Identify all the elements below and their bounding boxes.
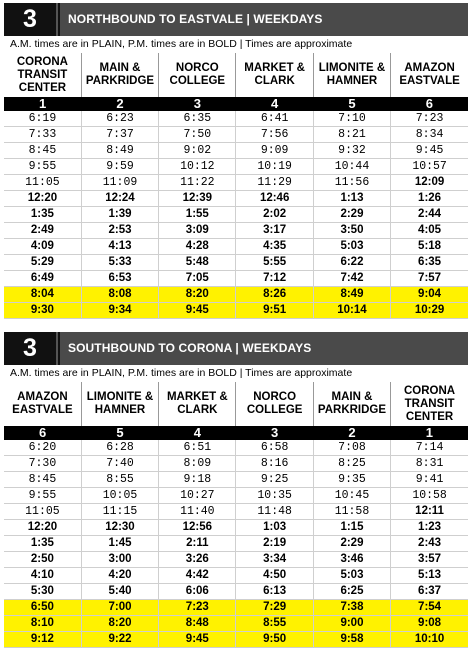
time-row (4, 440, 468, 456)
time-cell: 3:09 (159, 223, 236, 239)
time-cell: 3:57 (391, 552, 468, 568)
time-cell: 9:09 (236, 143, 313, 159)
time-cell: 2:02 (236, 207, 313, 223)
time-cell: 8:45 (4, 143, 81, 159)
stop-number: 6 (391, 97, 468, 111)
time-cell: 9:50 (236, 632, 313, 648)
time-cell: 5:55 (236, 255, 313, 271)
time-row (4, 303, 468, 319)
time-cell: 5:03 (313, 568, 390, 584)
time-cell: 7:10 (313, 111, 390, 127)
time-cell: 7:00 (81, 600, 158, 616)
stop-number: 2 (313, 426, 390, 440)
stop-name: CORONA TRANSIT CENTER (4, 53, 81, 97)
time-cell: 9:18 (159, 472, 236, 488)
time-cell: 10:10 (391, 632, 468, 648)
time-cell: 6:25 (313, 584, 390, 600)
time-cell: 5:30 (4, 584, 81, 600)
time-cell: 8:16 (236, 456, 313, 472)
time-cell: 10:14 (313, 303, 390, 319)
time-cell: 9:32 (313, 143, 390, 159)
time-cell: 4:10 (4, 568, 81, 584)
time-cell: 11:05 (4, 504, 81, 520)
time-cell: 11:40 (159, 504, 236, 520)
time-cell: 7:23 (391, 111, 468, 127)
time-cell: 6:51 (159, 440, 236, 456)
time-cell: 3:26 (159, 552, 236, 568)
time-cell: 5:40 (81, 584, 158, 600)
southbound-timetable (4, 382, 468, 648)
time-cell: 8:45 (4, 472, 81, 488)
time-cell: 11:05 (4, 175, 81, 191)
stop-number: 4 (236, 97, 313, 111)
time-row (4, 536, 468, 552)
time-cell: 7:54 (391, 600, 468, 616)
time-cell: 2:50 (4, 552, 81, 568)
stop-number: 3 (236, 426, 313, 440)
time-row (4, 127, 468, 143)
time-cell: 1:03 (236, 520, 313, 536)
time-cell: 9:55 (4, 488, 81, 504)
time-cell: 9:12 (4, 632, 81, 648)
time-cell: 7:23 (159, 600, 236, 616)
stop-header-row (4, 53, 468, 97)
time-cell: 9:55 (4, 159, 81, 175)
time-cell: 9:00 (313, 616, 390, 632)
stop-name: CORONA TRANSIT CENTER (391, 382, 468, 426)
stop-name: MARKET & CLARK (159, 382, 236, 426)
route-number: 3 (4, 3, 58, 36)
time-row (4, 616, 468, 632)
time-cell: 5:13 (391, 568, 468, 584)
time-cell: 2:11 (159, 536, 236, 552)
time-cell: 9:22 (81, 632, 158, 648)
time-cell: 4:05 (391, 223, 468, 239)
time-cell: 7:50 (159, 127, 236, 143)
time-cell: 5:33 (81, 255, 158, 271)
stop-name: MARKET & CLARK (236, 53, 313, 97)
time-cell: 6:23 (81, 111, 158, 127)
time-cell: 6:06 (159, 584, 236, 600)
time-cell: 8:10 (4, 616, 81, 632)
time-cell: 7:37 (81, 127, 158, 143)
time-cell: 7:14 (391, 440, 468, 456)
time-cell: 6:28 (81, 440, 158, 456)
time-cell: 9:04 (391, 287, 468, 303)
stop-name: LIMONITE & HAMNER (313, 53, 390, 97)
time-row (4, 584, 468, 600)
time-row (4, 175, 468, 191)
time-cell: 1:23 (391, 520, 468, 536)
time-cell: 1:13 (313, 191, 390, 207)
time-cell: 2:19 (236, 536, 313, 552)
time-cell: 8:09 (159, 456, 236, 472)
time-row (4, 600, 468, 616)
time-cell: 8:49 (81, 143, 158, 159)
time-cell: 12:30 (81, 520, 158, 536)
time-cell: 9:45 (159, 632, 236, 648)
time-cell: 11:58 (313, 504, 390, 520)
time-cell: 7:56 (236, 127, 313, 143)
time-cell: 9:25 (236, 472, 313, 488)
time-cell: 7:12 (236, 271, 313, 287)
time-row (4, 207, 468, 223)
time-cell: 6:58 (236, 440, 313, 456)
time-cell: 9:08 (391, 616, 468, 632)
time-cell: 3:34 (236, 552, 313, 568)
northbound-times (4, 111, 468, 319)
time-cell: 11:48 (236, 504, 313, 520)
time-cell: 10:19 (236, 159, 313, 175)
time-row (4, 632, 468, 648)
stop-name: MAIN & PARKRIDGE (81, 53, 158, 97)
time-cell: 8:48 (159, 616, 236, 632)
time-row (4, 159, 468, 175)
stop-name: MAIN & PARKRIDGE (313, 382, 390, 426)
time-cell: 8:55 (81, 472, 158, 488)
time-cell: 10:45 (313, 488, 390, 504)
time-cell: 3:00 (81, 552, 158, 568)
time-cell: 11:29 (236, 175, 313, 191)
time-cell: 10:12 (159, 159, 236, 175)
time-cell: 2:29 (313, 536, 390, 552)
time-cell: 5:18 (391, 239, 468, 255)
time-cell: 4:42 (159, 568, 236, 584)
time-cell: 2:43 (391, 536, 468, 552)
time-cell: 9:02 (159, 143, 236, 159)
time-cell: 1:26 (391, 191, 468, 207)
time-cell: 2:53 (81, 223, 158, 239)
time-cell: 8:21 (313, 127, 390, 143)
time-row (4, 287, 468, 303)
time-cell: 4:28 (159, 239, 236, 255)
time-cell: 10:57 (391, 159, 468, 175)
stop-name: AMAZON EASTVALE (391, 53, 468, 97)
time-cell: 8:31 (391, 456, 468, 472)
time-cell: 12:56 (159, 520, 236, 536)
time-cell: 7:05 (159, 271, 236, 287)
time-cell: 7:29 (236, 600, 313, 616)
southbound-title: SOUTHBOUND TO CORONA | WEEKDAYS (68, 341, 312, 355)
stop-number-row (4, 426, 468, 440)
time-cell: 11:09 (81, 175, 158, 191)
stop-number-row (4, 97, 468, 111)
time-cell: 10:29 (391, 303, 468, 319)
time-cell: 8:25 (313, 456, 390, 472)
time-cell: 9:45 (391, 143, 468, 159)
time-row (4, 271, 468, 287)
route-number: 3 (4, 332, 58, 365)
time-cell: 11:15 (81, 504, 158, 520)
time-cell: 5:48 (159, 255, 236, 271)
time-cell: 9:41 (391, 472, 468, 488)
time-cell: 11:56 (313, 175, 390, 191)
time-cell: 6:20 (4, 440, 81, 456)
time-cell: 1:35 (4, 536, 81, 552)
time-cell: 12:46 (236, 191, 313, 207)
time-cell: 8:49 (313, 287, 390, 303)
time-cell: 8:04 (4, 287, 81, 303)
time-cell: 2:49 (4, 223, 81, 239)
stop-number: 5 (313, 97, 390, 111)
time-cell: 9:51 (236, 303, 313, 319)
time-row (4, 552, 468, 568)
time-cell: 9:30 (4, 303, 81, 319)
time-cell: 7:38 (313, 600, 390, 616)
time-cell: 7:40 (81, 456, 158, 472)
time-cell: 6:53 (81, 271, 158, 287)
time-cell: 10:05 (81, 488, 158, 504)
southbound-schedule (4, 332, 468, 648)
time-cell: 4:50 (236, 568, 313, 584)
time-cell: 12:20 (4, 191, 81, 207)
time-cell: 6:35 (391, 255, 468, 271)
time-row (4, 504, 468, 520)
northbound-note: A.M. times are in PLAIN, P.M. times are in BOLD | Times are approximate (10, 38, 353, 50)
time-cell: 6:13 (236, 584, 313, 600)
time-cell: 5:29 (4, 255, 81, 271)
time-cell: 7:57 (391, 271, 468, 287)
southbound-note: A.M. times are in PLAIN, P.M. times are in BOLD | Times are approximate (10, 367, 353, 379)
time-cell: 1:15 (313, 520, 390, 536)
stop-number: 3 (159, 97, 236, 111)
northbound-banner (4, 3, 468, 36)
time-row (4, 472, 468, 488)
time-cell: 10:35 (236, 488, 313, 504)
time-cell: 4:09 (4, 239, 81, 255)
time-cell: 3:17 (236, 223, 313, 239)
time-cell: 12:39 (159, 191, 236, 207)
northbound-timetable (4, 53, 468, 319)
time-cell: 6:35 (159, 111, 236, 127)
stop-number: 2 (81, 97, 158, 111)
time-cell: 6:50 (4, 600, 81, 616)
time-cell: 1:55 (159, 207, 236, 223)
northbound-title: NORTHBOUND TO EASTVALE | WEEKDAYS (68, 12, 323, 26)
time-cell: 6:37 (391, 584, 468, 600)
time-cell: 5:03 (313, 239, 390, 255)
time-cell: 9:58 (313, 632, 390, 648)
time-row (4, 456, 468, 472)
time-cell: 2:29 (313, 207, 390, 223)
time-cell: 6:41 (236, 111, 313, 127)
time-cell: 8:20 (159, 287, 236, 303)
time-cell: 9:45 (159, 303, 236, 319)
time-cell: 4:35 (236, 239, 313, 255)
time-row (4, 143, 468, 159)
time-cell: 7:42 (313, 271, 390, 287)
stop-number: 1 (4, 97, 81, 111)
time-cell: 8:55 (236, 616, 313, 632)
stop-number: 6 (4, 426, 81, 440)
time-cell: 8:20 (81, 616, 158, 632)
time-row (4, 111, 468, 127)
time-row (4, 520, 468, 536)
time-cell: 10:58 (391, 488, 468, 504)
time-cell: 12:11 (391, 504, 468, 520)
stop-number: 4 (159, 426, 236, 440)
time-row (4, 488, 468, 504)
time-cell: 2:44 (391, 207, 468, 223)
stop-name: AMAZON EASTVALE (4, 382, 81, 426)
stop-name: NORCO COLLEGE (236, 382, 313, 426)
southbound-times (4, 440, 468, 648)
stop-number: 1 (391, 426, 468, 440)
time-cell: 8:34 (391, 127, 468, 143)
stop-name: NORCO COLLEGE (159, 53, 236, 97)
stop-header-row (4, 382, 468, 426)
time-row (4, 191, 468, 207)
time-cell: 6:49 (4, 271, 81, 287)
time-cell: 10:44 (313, 159, 390, 175)
time-cell: 4:13 (81, 239, 158, 255)
time-cell: 10:27 (159, 488, 236, 504)
northbound-schedule (4, 3, 468, 319)
time-cell: 4:20 (81, 568, 158, 584)
time-cell: 7:08 (313, 440, 390, 456)
time-cell: 12:09 (391, 175, 468, 191)
time-row (4, 239, 468, 255)
time-row (4, 568, 468, 584)
time-cell: 7:33 (4, 127, 81, 143)
time-row (4, 255, 468, 271)
southbound-banner (4, 332, 468, 365)
time-cell: 1:35 (4, 207, 81, 223)
time-cell: 8:26 (236, 287, 313, 303)
time-cell: 1:45 (81, 536, 158, 552)
stop-name: LIMONITE & HAMNER (81, 382, 158, 426)
time-cell: 8:08 (81, 287, 158, 303)
time-cell: 11:22 (159, 175, 236, 191)
time-cell: 7:30 (4, 456, 81, 472)
stop-number: 5 (81, 426, 158, 440)
time-cell: 9:35 (313, 472, 390, 488)
time-cell: 12:20 (4, 520, 81, 536)
time-cell: 12:24 (81, 191, 158, 207)
time-cell: 6:22 (313, 255, 390, 271)
time-cell: 1:39 (81, 207, 158, 223)
time-cell: 3:50 (313, 223, 390, 239)
time-cell: 9:59 (81, 159, 158, 175)
time-cell: 3:46 (313, 552, 390, 568)
time-cell: 6:19 (4, 111, 81, 127)
time-cell: 9:34 (81, 303, 158, 319)
time-row (4, 223, 468, 239)
